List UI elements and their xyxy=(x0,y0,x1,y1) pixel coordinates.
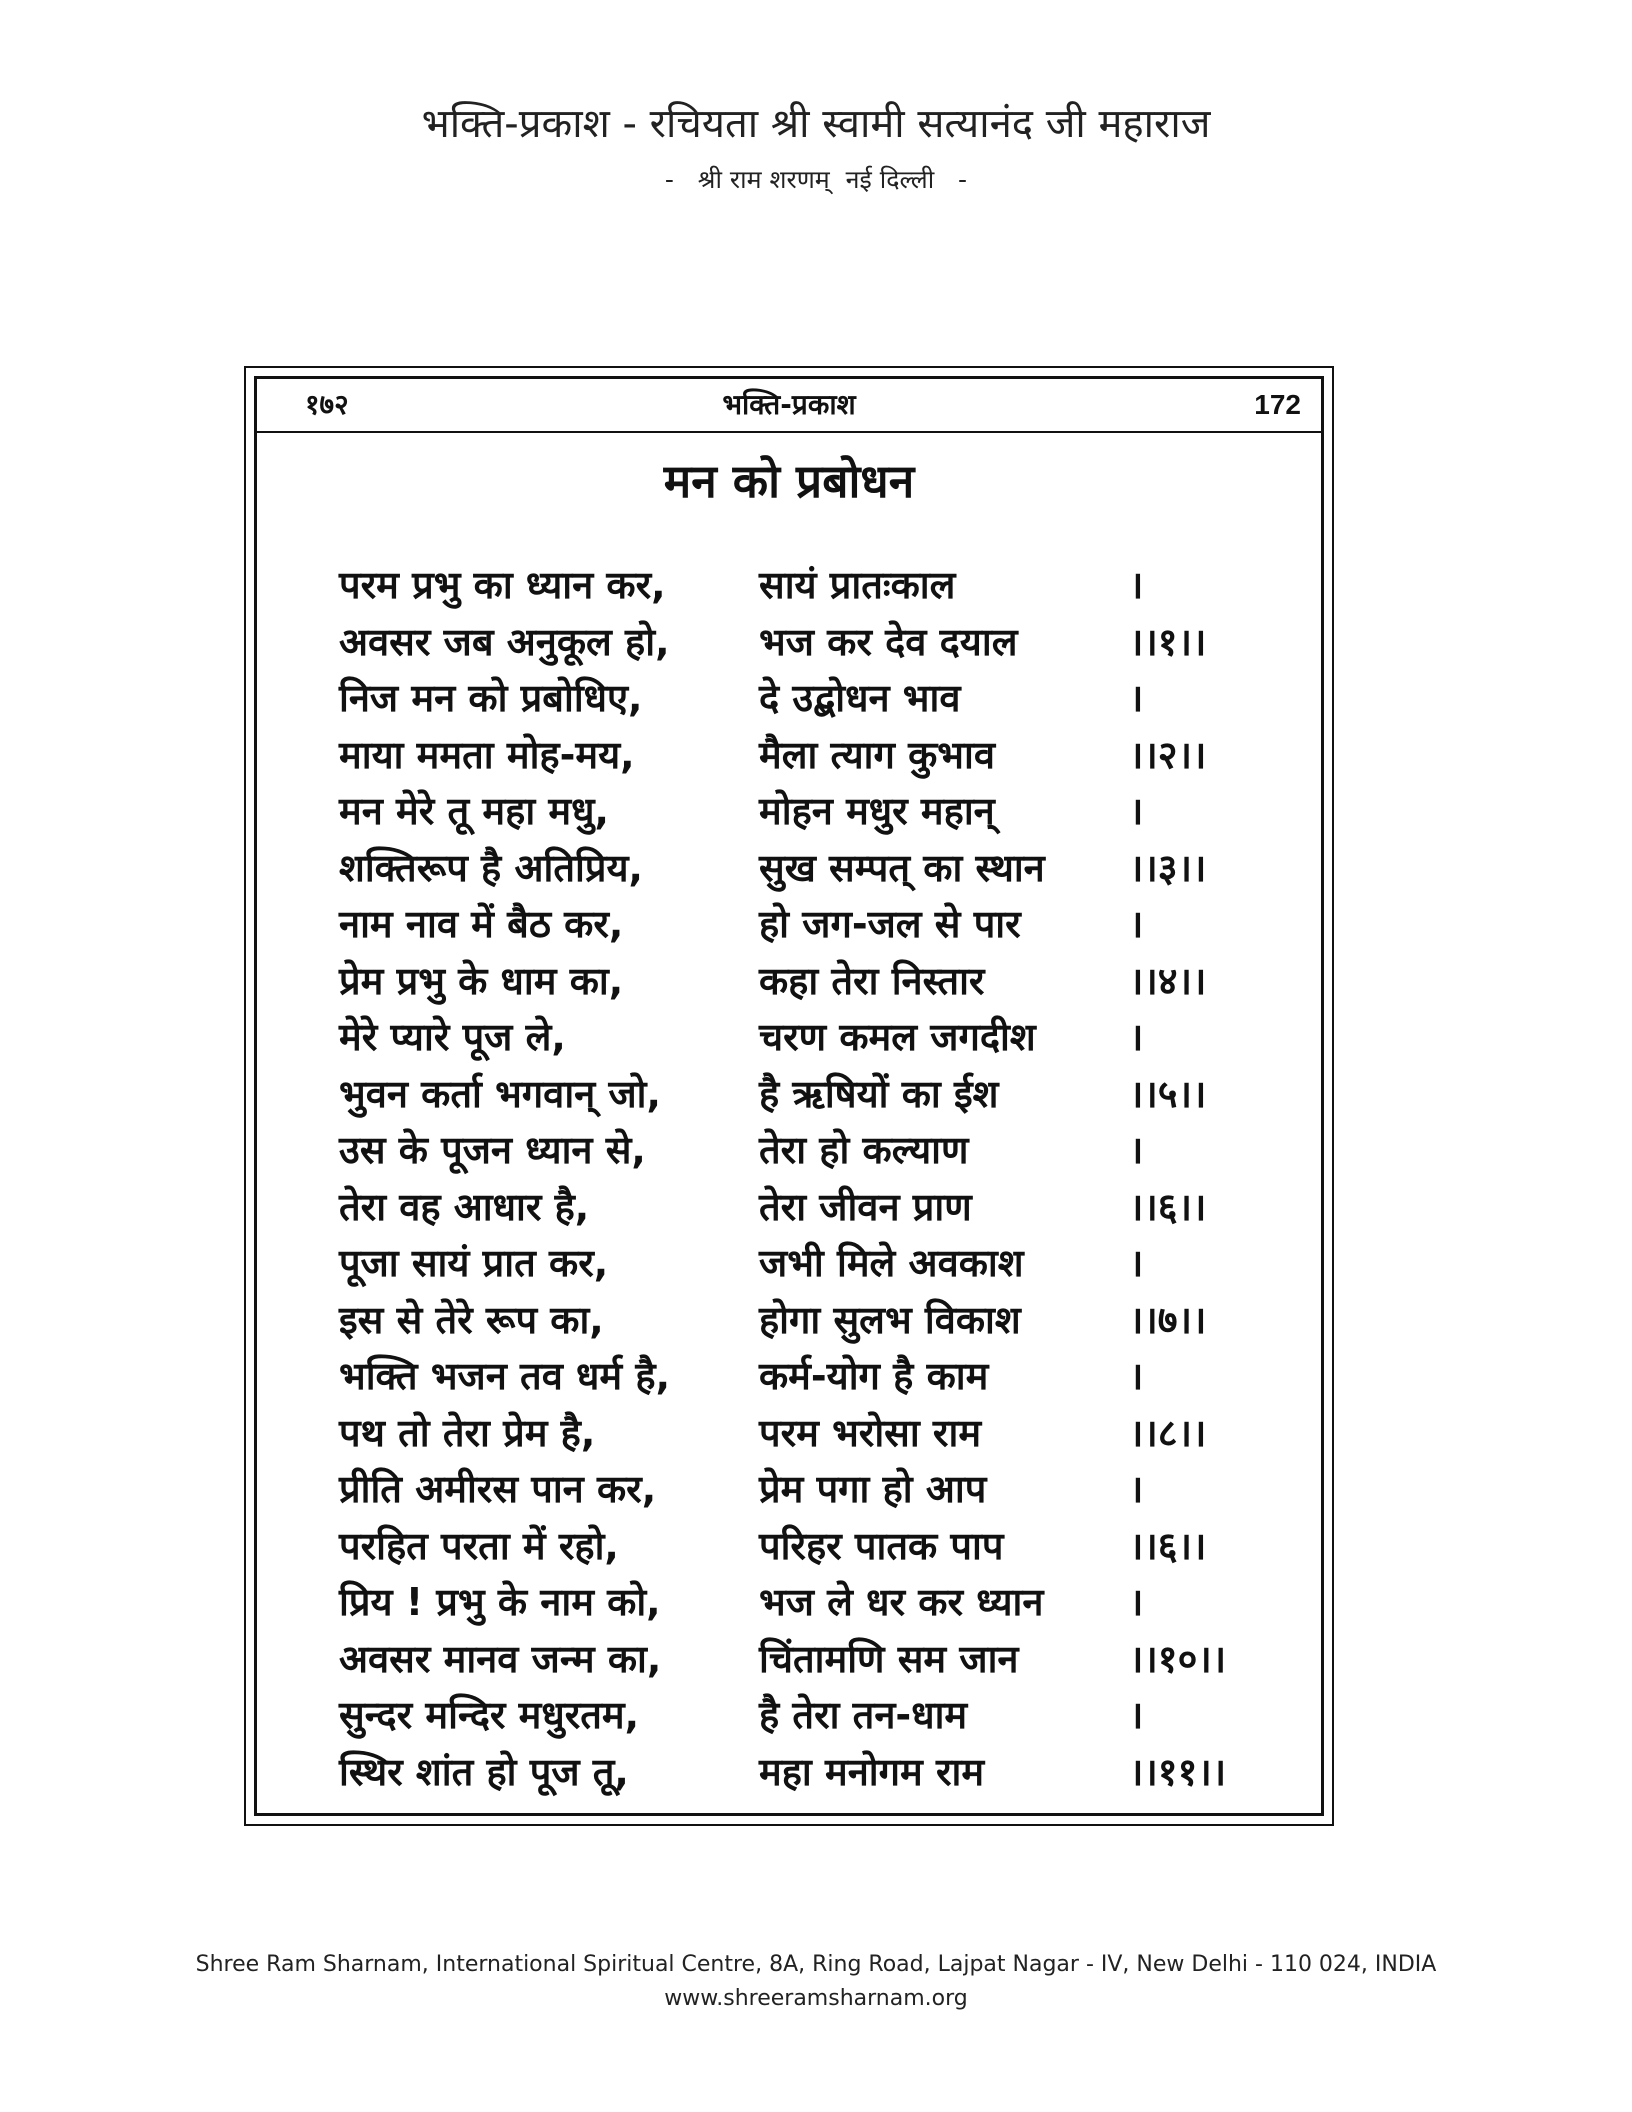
verse-line xyxy=(339,1461,1259,1518)
footer-address: Shree Ram Sharnam, International Spiritual Centre, 8A, Ring Road, Lajpat Nagar - IV, New Delhi - 110 024, INDIA xyxy=(195,1952,1437,1977)
verse-line xyxy=(339,1687,1259,1744)
verse-first-half: इस से तेरे रूप का, xyxy=(339,1297,604,1342)
verse-line xyxy=(339,557,1259,614)
verse-second-half: तेरा जीवन प्राण xyxy=(759,1184,972,1229)
verse-end-mark: ।।७।। xyxy=(1129,1297,1207,1342)
verse-end-mark: ।।५।। xyxy=(1129,1071,1207,1116)
verse-first-half: सुन्दर मन्दिर मधुरतम, xyxy=(339,1693,640,1737)
document-subtitle: - श्री राम शरणम् नई दिल्ली - xyxy=(664,165,968,194)
verse-line xyxy=(339,1518,1259,1575)
page-number-hindi: १७२ xyxy=(305,388,349,421)
verse-second-half: है ऋषियों का ईश xyxy=(759,1071,999,1116)
verse-line xyxy=(339,1122,1259,1179)
verse-line xyxy=(339,727,1259,784)
verse-first-half: नाम नाव में बैठ कर, xyxy=(339,902,624,946)
verse-second-half: होगा सुलभ विकाश xyxy=(759,1297,1021,1342)
verse-line xyxy=(339,953,1259,1010)
verse-end-mark: ।।८।। xyxy=(1129,1410,1207,1455)
verse-second-half: तेरा हो कल्याण xyxy=(759,1128,969,1172)
verse-second-half: हो जग-जल से पार xyxy=(759,902,1021,946)
verse-first-half: स्थिर शांत हो पूज तू, xyxy=(339,1749,629,1794)
verse-first-half: मन मेरे तू महा मधु, xyxy=(339,789,609,833)
verse-end-mark: ।।६।। xyxy=(1129,1523,1207,1568)
verse-end-mark: ।।३।। xyxy=(1129,845,1207,890)
verse-end-mark: । xyxy=(1129,563,1144,607)
verse-line xyxy=(339,1009,1259,1066)
verse-line xyxy=(339,1405,1259,1462)
verse-second-half: मोहन मधुर महान् xyxy=(759,789,995,833)
verse-second-half: मैला त्याग कुभाव xyxy=(759,732,995,777)
verse-line xyxy=(339,1744,1259,1801)
verse-first-half: प्रीति अमीरस पान कर, xyxy=(339,1467,657,1511)
verse-first-half: भुवन कर्ता भगवान् जो, xyxy=(339,1071,661,1116)
verse-end-mark: ।।१०।। xyxy=(1129,1636,1227,1681)
verse-end-mark: । xyxy=(1129,676,1144,720)
verse-second-half: चरण कमल जगदीश xyxy=(759,1015,1036,1059)
verse-first-half: प्रिय ! प्रभु के नाम को, xyxy=(339,1580,661,1624)
verse-end-mark: । xyxy=(1129,789,1144,833)
verse-line xyxy=(339,1179,1259,1236)
verse-second-half: सुख सम्पत् का स्थान xyxy=(759,845,1045,890)
verse-second-half: कहा तेरा निस्तार xyxy=(759,958,985,1003)
verse-end-mark: । xyxy=(1129,1693,1144,1737)
verse-first-half: भक्ति भजन तव धर्म है, xyxy=(339,1354,670,1398)
page-frame xyxy=(244,366,1334,1826)
document-title: भक्ति-प्रकाश - रचियता श्री स्वामी सत्यानंद जी महाराज xyxy=(421,101,1211,147)
page-number: 172 xyxy=(1254,389,1301,420)
verse-second-half: जभी मिले अवकाश xyxy=(759,1241,1024,1285)
verse-first-half: अवसर मानव जन्म का, xyxy=(339,1636,662,1681)
verse-second-half: सायं प्रातःकाल xyxy=(759,563,956,607)
verse-second-half: चिंतामणि सम जान xyxy=(759,1636,1019,1681)
page-running-header xyxy=(257,379,1321,433)
verse-second-half: परिहर पातक पाप xyxy=(759,1523,1004,1568)
poem-title: मन को प्रबोधन xyxy=(663,454,915,508)
verse-end-mark: । xyxy=(1129,1580,1144,1624)
verse-first-half: उस के पूजन ध्यान से, xyxy=(339,1128,646,1172)
verse-line xyxy=(339,783,1259,840)
verse-line xyxy=(339,840,1259,897)
verse-first-half: शक्तिरूप है अतिप्रिय, xyxy=(339,845,643,890)
verse-first-half: मेरे प्यारे पूज ले, xyxy=(339,1015,566,1059)
verse-first-half: माया ममता मोह-मय, xyxy=(339,732,635,777)
verse-second-half: भज कर देव दयाल xyxy=(759,619,1018,664)
verse-end-mark: । xyxy=(1129,1128,1144,1172)
verse-line xyxy=(339,614,1259,671)
document-header xyxy=(0,96,1632,200)
verse-end-mark: ।।२।। xyxy=(1129,732,1207,777)
verse-line xyxy=(339,1574,1259,1631)
verse-end-mark: । xyxy=(1129,1015,1144,1059)
verse-first-half: परम प्रभु का ध्यान कर, xyxy=(339,563,666,607)
verse-line xyxy=(339,670,1259,727)
verse-list xyxy=(339,557,1259,1800)
verse-end-mark: ।।६।। xyxy=(1129,1184,1207,1229)
verse-line xyxy=(339,1235,1259,1292)
verse-first-half: तेरा वह आधार है, xyxy=(339,1184,590,1229)
verse-line xyxy=(339,896,1259,953)
verse-second-half: कर्म-योग है काम xyxy=(759,1354,989,1398)
verse-end-mark: ।।११।। xyxy=(1129,1749,1227,1794)
verse-line xyxy=(339,1292,1259,1349)
verse-line xyxy=(339,1631,1259,1688)
verse-second-half: है तेरा तन-धाम xyxy=(759,1693,968,1737)
running-title: भक्ति-प्रकाश xyxy=(722,388,856,421)
verse-second-half: दे उद्बोधन भाव xyxy=(759,676,961,720)
verse-end-mark: ।।४।। xyxy=(1129,958,1207,1003)
verse-second-half: प्रेम पगा हो आप xyxy=(759,1467,987,1511)
document-footer xyxy=(0,1948,1632,2016)
verse-first-half: अवसर जब अनुकूल हो, xyxy=(339,619,670,664)
verse-line xyxy=(339,1348,1259,1405)
verse-end-mark: । xyxy=(1129,1354,1144,1398)
verse-second-half: भज ले धर कर ध्यान xyxy=(759,1580,1044,1624)
verse-end-mark: । xyxy=(1129,902,1144,946)
verse-end-mark: । xyxy=(1129,1467,1144,1511)
footer-website: www.shreeramsharnam.org xyxy=(664,1986,968,2011)
page-frame-inner xyxy=(254,376,1324,1816)
verse-first-half: निज मन को प्रबोधिए, xyxy=(339,676,643,720)
verse-first-half: पूजा सायं प्रात कर, xyxy=(339,1241,609,1285)
verse-line xyxy=(339,1066,1259,1123)
verse-first-half: प्रेम प्रभु के धाम का, xyxy=(339,958,624,1003)
verse-second-half: परम भरोसा राम xyxy=(759,1410,982,1455)
verse-end-mark: । xyxy=(1129,1241,1144,1285)
verse-first-half: पथ तो तेरा प्रेम है, xyxy=(339,1410,596,1455)
verse-second-half: महा मनोगम राम xyxy=(759,1749,985,1794)
verse-end-mark: ।।१।। xyxy=(1129,619,1207,664)
verse-first-half: परहित परता में रहो, xyxy=(339,1523,619,1568)
